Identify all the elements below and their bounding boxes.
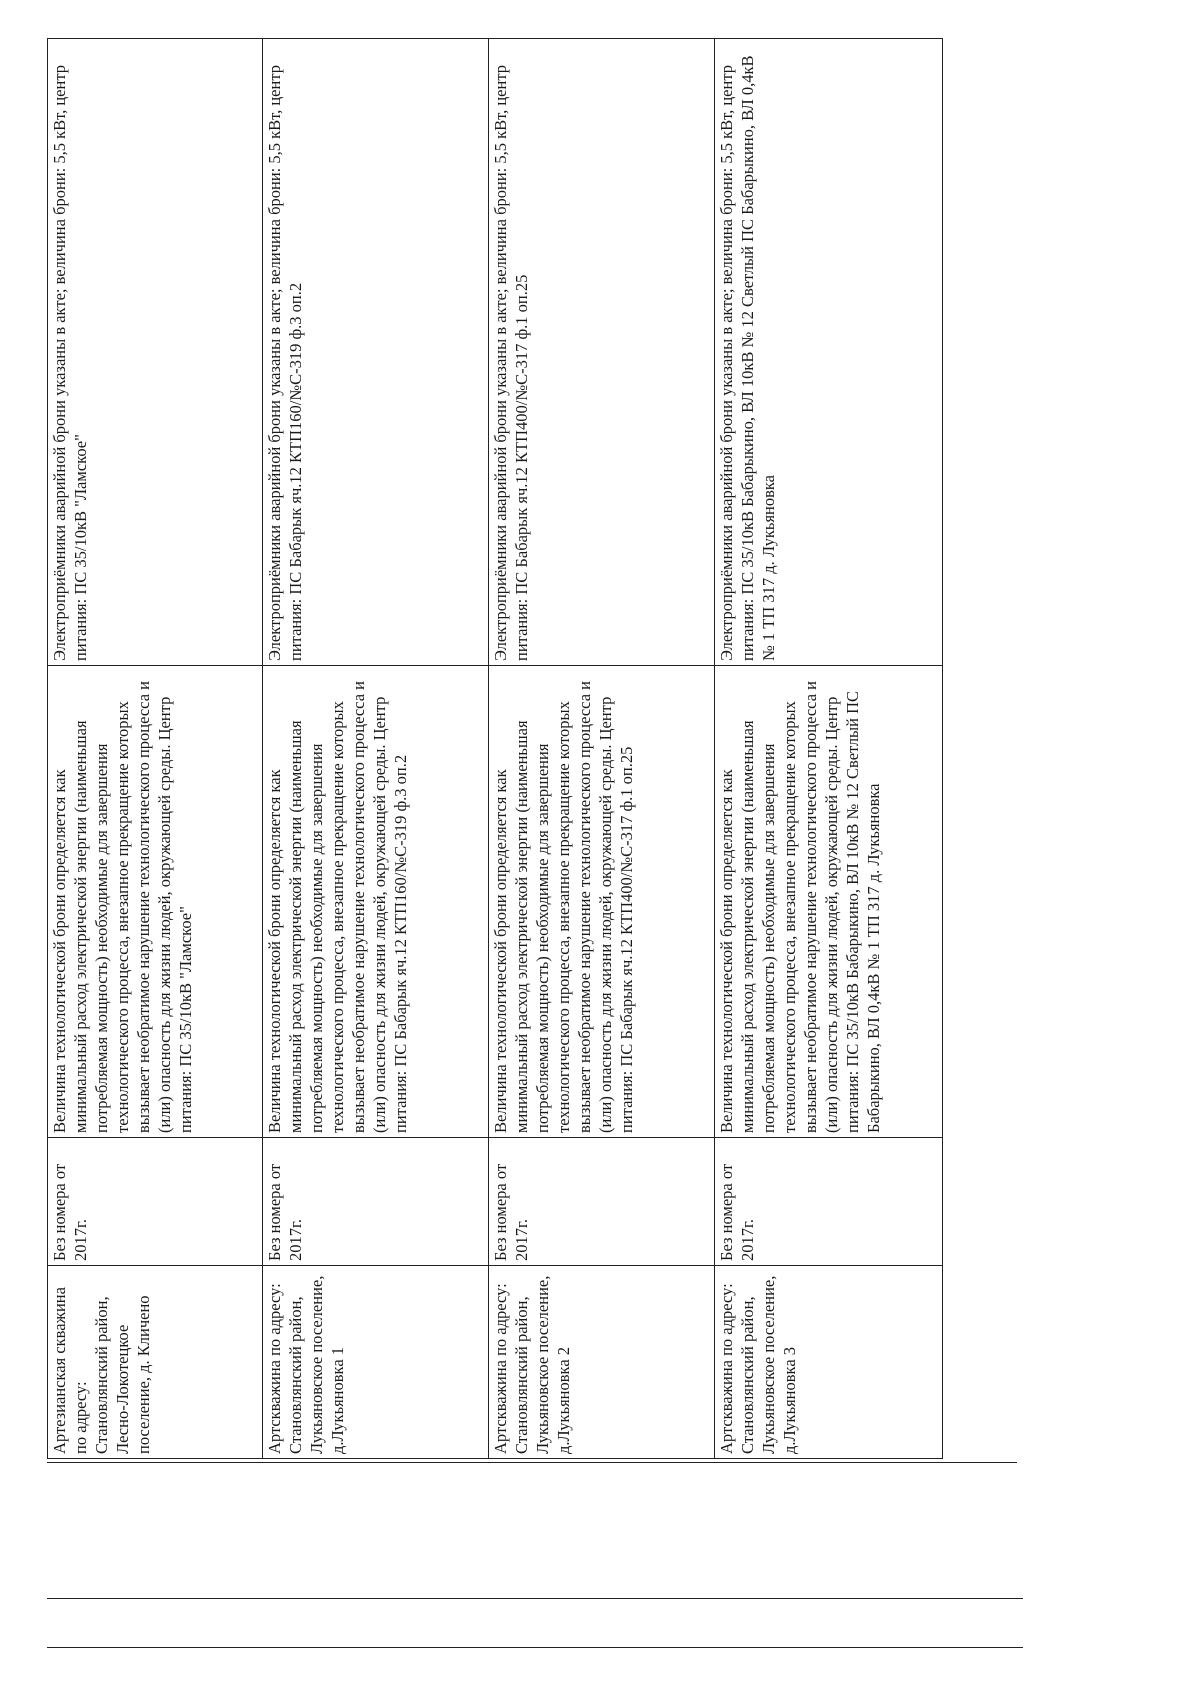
table-row <box>48 39 263 1459</box>
tech-reserve-cell: Величина технологической брони определяется как минимальный расход электрической энергии (наименьшая потребляемая мощность) необходимые для завершения технологического процесса, внезапное прекращение которых вызывает необратимое нарушение технологического процесса и (или) опасность для жизни людей, окружающей среды. Центр питания: ПС Бабарык яч.12 КТП160/№С-319 ф.3 оп.2 <box>263 666 489 1138</box>
act-cell: Без номера от 2017г. <box>48 1138 263 1266</box>
tech-reserve-cell: Величина технологической брони определяется как минимальный расход электрической энергии (наименьшая потребляемая мощность) необходимые для завершения технологического процесса, внезапное прекращение которых вызывает необратимое нарушение технологического процесса и (или) опасность для жизни людей, окружающей среды. Центр питания: ПС 35/10кВ Бабарыкино, ВЛ 10кВ № 12 Светлый ПС Бабарыкино, ВЛ 0,4кВ № 1 ТП 317 д. Лукьяновка <box>715 666 943 1138</box>
rotated-table-container <box>47 39 942 1459</box>
tech-reserve-cell: Величина технологической брони определяется как минимальный расход электрической энергии (наименьшая потребляемая мощность) необходимые для завершения технологического процесса, внезапное прекращение которых вызывает необратимое нарушение технологического процесса и (или) опасность для жизни людей, окружающей среды. Центр питания: ПС Бабарык яч.12 КТП400/№С-317 ф.1 оп.25 <box>489 666 715 1138</box>
emergency-reserve-cell: Электроприёмники аварийной брони указаны в акте; величина брони: 5,5 кВт, центр питания: ПС 35/10кВ "Ламское" <box>48 39 263 666</box>
blank-row-line-1 <box>47 1462 1017 1463</box>
object-cell: Артскважина по адресу: Становлянский район, Лукьяновское поселение, д.Лукьяновка 3 <box>715 1266 943 1459</box>
object-cell: Артскважина по адресу: Становлянский район, Лукьяновское поселение, д.Лукьяновка 2 <box>489 1266 715 1459</box>
object-cell: Артезианская скважина по адресу: Становлянский район, Лесно-Локотецкое поселение, д. Кличено <box>48 1266 263 1459</box>
tech-reserve-cell: Величина технологической брони определяется как минимальный расход электрической энергии (наименьшая потребляемая мощность) необходимые для завершения технологического процесса, внезапное прекращение которых вызывает необратимое нарушение технологического процесса и (или) опасность для жизни людей, окружающей среды. Центр питания: ПС 35/10кВ "Ламское" <box>48 666 263 1138</box>
act-cell: Без номера от 2017г. <box>489 1138 715 1266</box>
blank-row-line-2 <box>47 1598 1023 1599</box>
table-row <box>489 39 715 1459</box>
emergency-reserve-cell: Электроприёмники аварийной брони указаны в акте; величина брони: 5,5 кВт, центр питания: ПС Бабарык яч.12 КТП400/№С-317 ф.1 оп.25 <box>489 39 715 666</box>
table-row <box>715 39 943 1459</box>
act-cell: Без номера от 2017г. <box>263 1138 489 1266</box>
table-row <box>263 39 489 1459</box>
blank-row-line-3 <box>47 1647 1023 1648</box>
act-cell: Без номера от 2017г. <box>715 1138 943 1266</box>
emergency-reserve-cell: Электроприёмники аварийной брони указаны в акте; величина брони: 5,5 кВт, центр питания: ПС 35/10кВ Бабарыкино, ВЛ 10кВ № 12 Светлый ПС Бабарыкино, ВЛ 0,4кВ № 1 ТП 317 д. Лукьяновка <box>715 39 943 666</box>
reserve-table <box>47 38 943 1459</box>
object-cell: Артскважина по адресу: Становлянский район, Лукьяновское поселение, д.Лукьяновка 1 <box>263 1266 489 1459</box>
emergency-reserve-cell: Электроприёмники аварийной брони указаны в акте; величина брони: 5,5 кВт, центр питания: ПС Бабарык яч.12 КТП160/№С-319 ф.3 оп.2 <box>263 39 489 666</box>
